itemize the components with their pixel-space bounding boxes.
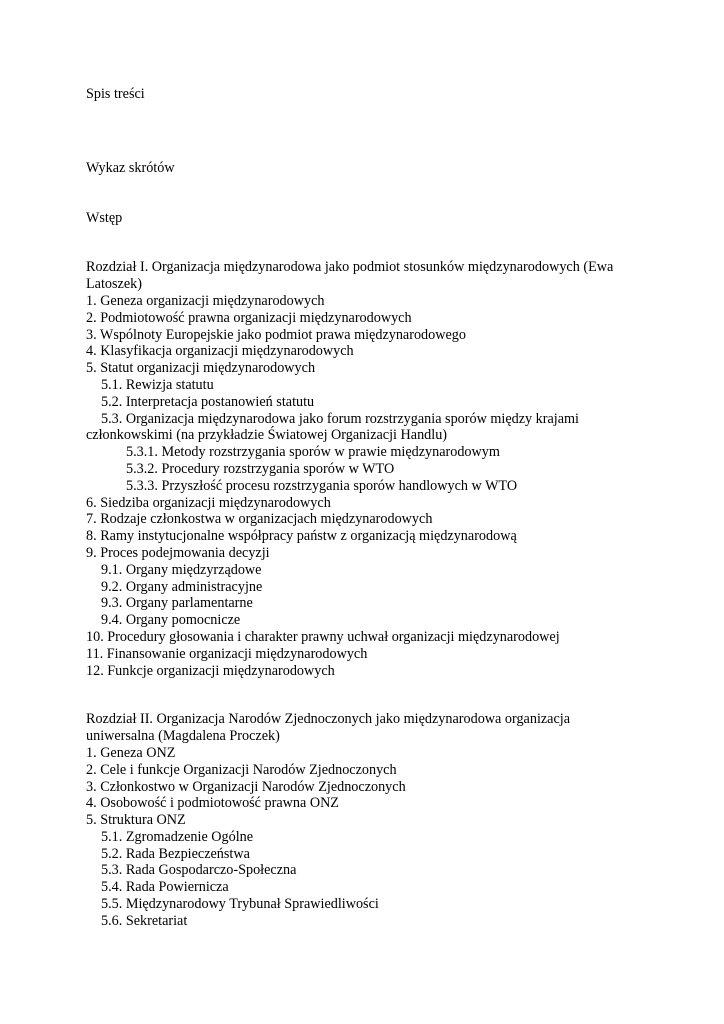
toc-item: 5. Statut organizacji międzynarodowych — [86, 360, 316, 377]
toc-item: 7. Rodzaje członkostwa w organizacjach międzynarodowych — [86, 511, 433, 528]
toc-subitem: 5.6. Sekretariat — [101, 912, 188, 929]
toc-item: 4. Klasyfikacja organizacji międzynarodowych — [86, 343, 354, 360]
toc-subitem: 5.1. Zgromadzenie Ogólne — [101, 828, 254, 845]
toc-subitem: 5.3. Rada Gospodarczo-Społeczna — [101, 862, 297, 879]
toc-subitem: 9.2. Organy administracyjne — [101, 578, 263, 595]
toc-item: 10. Procedury głosowania i charakter prawny uchwał organizacji międzynarodowej — [86, 628, 560, 645]
toc-subitem: 9.1. Organy międzyrządowe — [101, 561, 262, 578]
toc-subitem: 9.4. Organy pomocnicze — [101, 612, 241, 629]
chapter-1-title: Rozdział I. Organizacja międzynarodowa jako podmiot stosunków międzynarodowych (Ewa — [86, 259, 614, 276]
toc-item: 11. Finansowanie organizacji międzynarodowych — [86, 645, 368, 662]
introduction-entry: Wstęp — [86, 209, 123, 226]
toc-subsubitem: 5.3.3. Przyszłość procesu rozstrzygania sporów handlowych w WTO — [126, 477, 518, 494]
abbreviations-entry: Wykaz skrótów — [86, 159, 175, 176]
toc-item: 9. Proces podejmowania decyzji — [86, 544, 270, 561]
chapter-2 — [86, 711, 646, 929]
toc-subitem: 5.2. Rada Bezpieczeństwa — [101, 845, 250, 862]
chapter-2-title: Rozdział II. Organizacja Narodów Zjednoczonych jako międzynarodowa organizacja — [86, 711, 571, 728]
toc-item: 3. Członkostwo w Organizacji Narodów Zjednoczonych — [86, 778, 406, 795]
chapter-2-title-cont: uniwersalna (Magdalena Proczek) — [86, 728, 280, 745]
toc-subitem-cont: członkowskimi (na przykładzie Światowej Organizacji Handlu) — [86, 427, 448, 444]
toc-subitem: 5.5. Międzynarodowy Trybunał Sprawiedliwości — [101, 896, 379, 913]
chapter-1 — [86, 259, 646, 679]
toc-item: 2. Cele i funkcje Organizacji Narodów Zjednoczonych — [86, 761, 397, 778]
toc-subitem: 5.2. Interpretacja postanowień statutu — [101, 393, 315, 410]
toc-subitem: 5.1. Rewizja statutu — [101, 376, 214, 393]
toc-item: 4. Osobowość i podmiotowość prawna ONZ — [86, 795, 339, 812]
toc-item: 2. Podmiotowość prawna organizacji międzynarodowych — [86, 309, 412, 326]
toc-item: 8. Ramy instytucjonalne współpracy państw z organizacją międzynarodową — [86, 528, 517, 545]
toc-item: 3. Wspólnoty Europejskie jako podmiot prawa międzynarodowego — [86, 326, 466, 343]
toc-item: 5. Struktura ONZ — [86, 812, 186, 829]
toc-subitem: 5.4. Rada Powiernicza — [101, 879, 229, 896]
toc-item: 1. Geneza ONZ — [86, 744, 176, 761]
toc-subsubitem: 5.3.2. Procedury rozstrzygania sporów w WTO — [126, 460, 395, 477]
toc-item: 1. Geneza organizacji międzynarodowych — [86, 292, 325, 309]
table-of-contents — [86, 86, 646, 930]
toc-subitem: 5.3. Organizacja międzynarodowa jako forum rozstrzygania sporów między krajami — [101, 410, 580, 427]
toc-item: 12. Funkcje organizacji międzynarodowych — [86, 662, 335, 679]
chapter-1-title-cont: Latoszek) — [86, 276, 142, 293]
toc-item: 6. Siedziba organizacji międzynarodowych — [86, 494, 331, 511]
toc-subitem: 9.3. Organy parlamentarne — [101, 595, 253, 612]
toc-title: Spis treści — [86, 86, 145, 102]
toc-subsubitem: 5.3.1. Metody rozstrzygania sporów w prawie międzynarodowym — [126, 444, 500, 461]
